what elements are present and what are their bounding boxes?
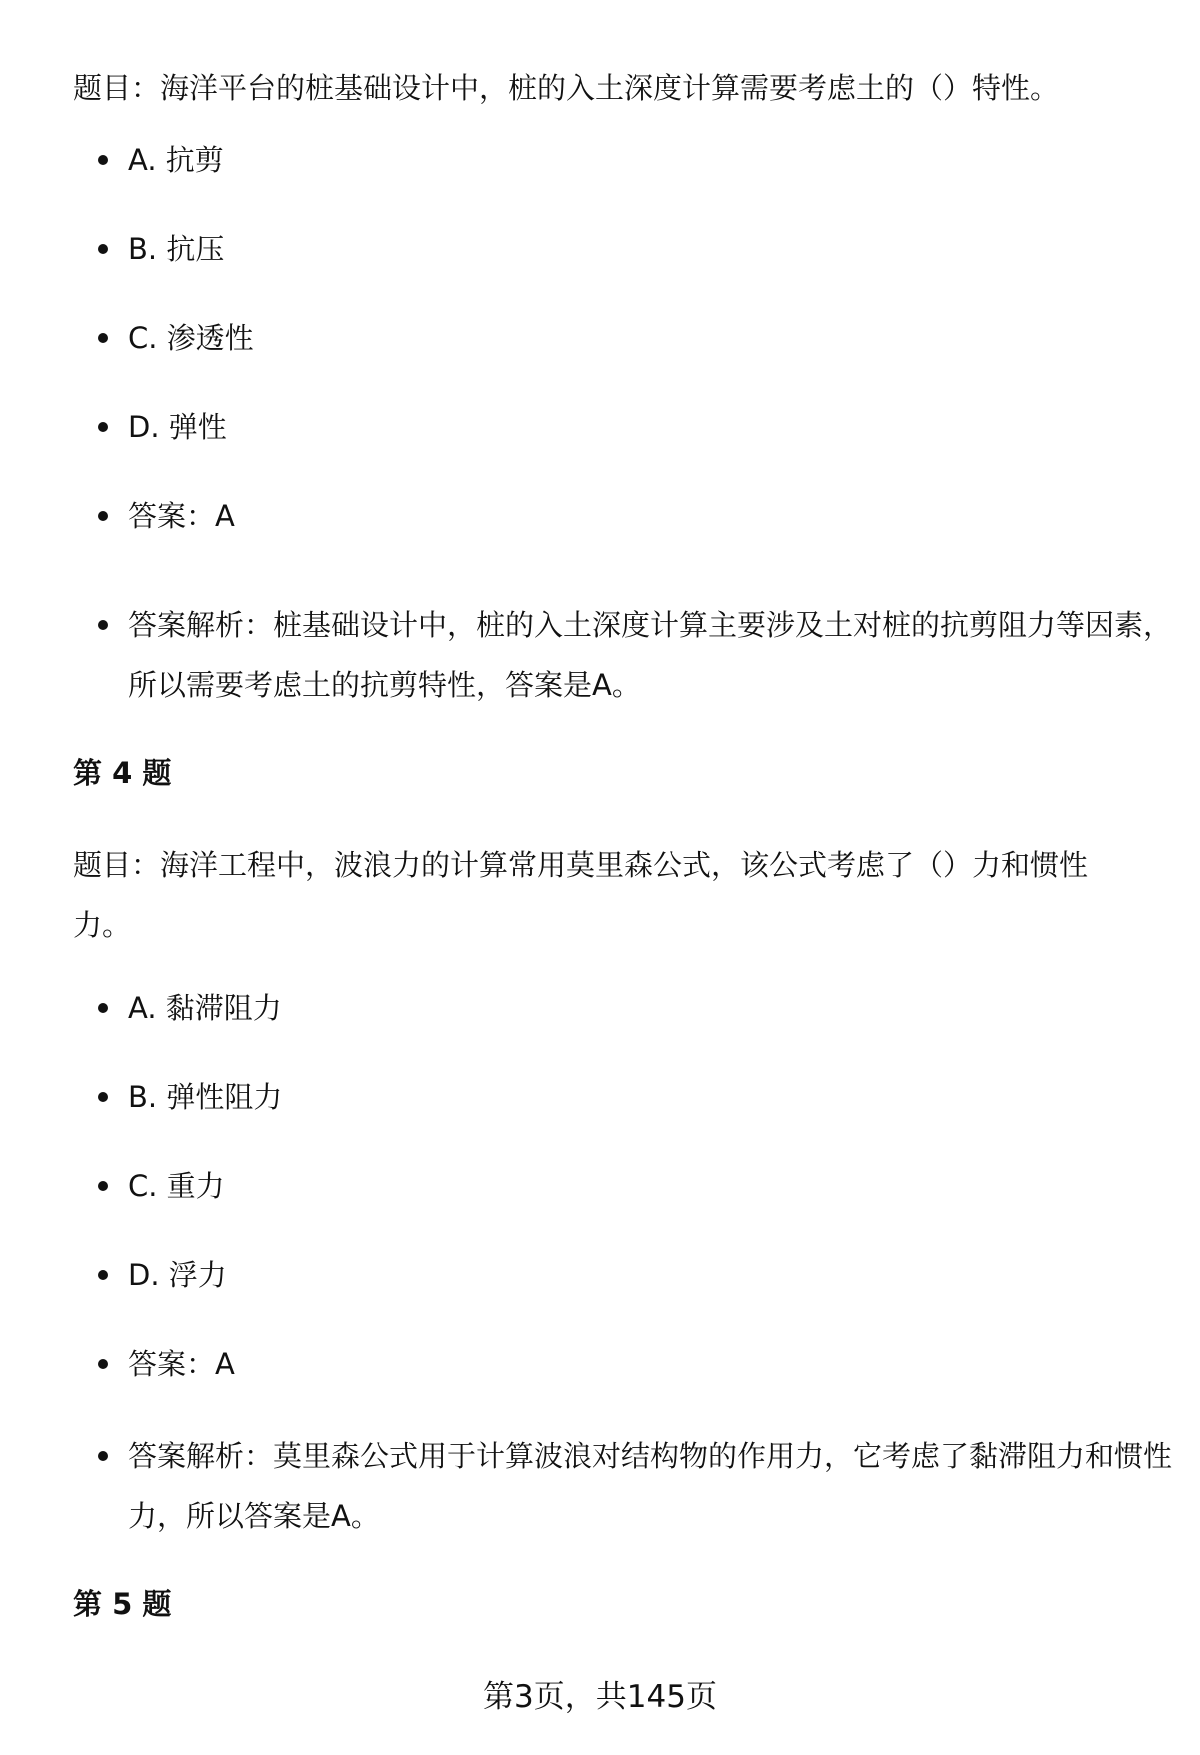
question-3-answer: 答案：A [96, 486, 1178, 546]
question-4-analysis: 答案解析：莫里森公式用于计算波浪对结构物的作用力，它考虑了黏滞阻力和惯性力，所以答案是A。 [96, 1426, 1178, 1546]
question-5-heading: 第 5 题 [73, 1587, 172, 1621]
question-3-stem: 题目：海洋平台的桩基础设计中，桩的入土深度计算需要考虑土的（）特性。 [73, 71, 1060, 105]
question-4-option-b: B. 弹性阻力 [96, 1067, 1178, 1127]
question-4-stem: 题目：海洋工程中，波浪力的计算常用莫里森公式，该公式考虑了（）力和惯性力。 [73, 848, 1089, 942]
page-number-footer: 第3页，共145页 [483, 1679, 717, 1715]
question-3-analysis: 答案解析：桩基础设计中，桩的入土深度计算主要涉及土对桩的抗剪阻力等因素，所以需要考虑土的抗剪特性，答案是A。 [96, 595, 1178, 715]
question-3-option-d: D. 弹性 [96, 397, 1178, 457]
question-4-option-c: C. 重力 [96, 1156, 1178, 1216]
question-4-answer: 答案：A [96, 1334, 1178, 1394]
question-4-option-d: D. 浮力 [96, 1245, 1178, 1305]
question-4-heading: 第 4 题 [73, 756, 172, 790]
question-4-option-a: A. 黏滞阻力 [96, 978, 1178, 1038]
question-3-option-a: A. 抗剪 [96, 130, 1178, 190]
question-3-option-c: C. 渗透性 [96, 308, 1178, 368]
question-3-option-b: B. 抗压 [96, 219, 1178, 279]
